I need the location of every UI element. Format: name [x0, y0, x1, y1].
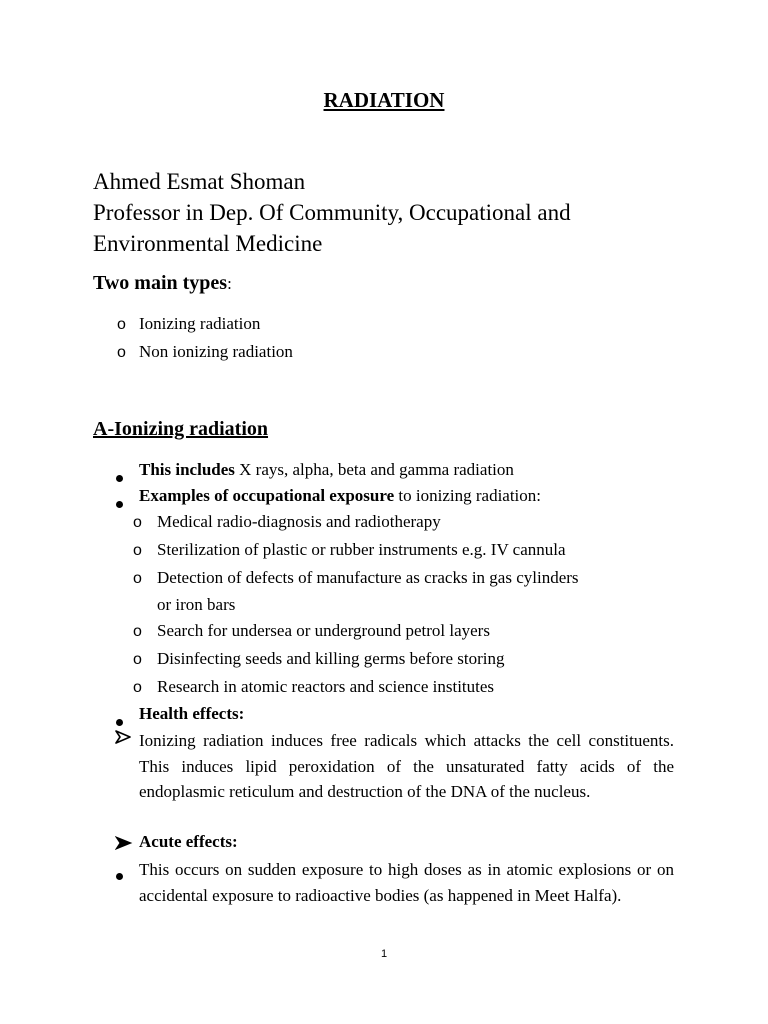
includes-line	[139, 460, 514, 480]
list-item-text: Ionizing radiation	[139, 314, 261, 333]
examples-text: to ionizing radiation:	[394, 486, 542, 505]
list-item	[117, 342, 293, 362]
types-heading-suffix: :	[227, 274, 232, 293]
list-item-text: or iron bars	[157, 595, 236, 614]
page-number: 1	[380, 948, 388, 960]
list-item-text: Search for undersea or underground petrol layers	[157, 621, 490, 640]
list-item-text: Detection of defects of manufacture as cracks in gas cylinders	[157, 568, 579, 587]
author-name: Ahmed Esmat Shoman	[93, 169, 306, 194]
health-effects-paragraph: Ionizing radiation induces free radicals which attacks the cell constituents. This induces lipid peroxidation of the unsaturated fatty acids of the endoplasmic reticulum and destruction of the DNA of the nucleus.	[139, 731, 674, 801]
author-title-line2: Environmental Medicine	[93, 231, 323, 256]
bullet-icon	[116, 493, 123, 513]
arrow-bullet-icon	[115, 835, 133, 855]
circle-bullet-icon: o	[133, 651, 142, 668]
list-item	[133, 649, 504, 669]
circle-bullet-icon: o	[133, 623, 142, 640]
health-effects-label: Health effects:	[139, 704, 245, 723]
bullet-icon	[116, 865, 123, 885]
list-item-text: Medical radio-diagnosis and radiotherapy	[157, 512, 441, 531]
circle-bullet-icon: o	[133, 542, 142, 559]
section-heading-ionizing: A-Ionizing radiation	[93, 418, 269, 440]
bullet-icon	[116, 711, 123, 731]
list-item-continuation	[157, 595, 235, 615]
author-title-line1: Professor in Dep. Of Community, Occupational and	[93, 200, 571, 225]
list-item-text: Non ionizing radiation	[139, 342, 293, 361]
list-item	[117, 314, 260, 334]
examples-line	[139, 486, 541, 506]
author-block	[93, 166, 713, 259]
includes-text: X rays, alpha, beta and gamma radiation	[234, 460, 514, 479]
includes-bold: This includes	[139, 460, 235, 479]
list-item	[133, 568, 579, 588]
acute-effects-label: Acute effects:	[139, 832, 238, 851]
list-item-text: Sterilization of plastic or rubber instruments e.g. IV cannula	[157, 540, 566, 559]
list-item-text: Disinfecting seeds and killing germs before storing	[157, 649, 505, 668]
list-item	[133, 621, 490, 641]
circle-bullet-icon: o	[133, 570, 142, 587]
arrow-bullet-icon	[115, 729, 133, 749]
circle-bullet-icon: o	[133, 679, 142, 696]
types-heading	[93, 272, 232, 295]
list-item-text: Research in atomic reactors and science institutes	[157, 677, 495, 696]
acute-effects-paragraph: This occurs on sudden exposure to high doses as in atomic explosions or on accidental exposure to radioactive bodies (as happened in Meet Halfa).	[139, 860, 674, 905]
list-item	[133, 540, 566, 560]
list-item	[133, 677, 494, 697]
document-title: RADIATION	[323, 88, 445, 112]
bullet-icon	[116, 467, 123, 487]
circle-bullet-icon: o	[133, 514, 142, 531]
circle-bullet-icon: o	[117, 344, 126, 361]
examples-bold: Examples of occupational exposure	[139, 486, 395, 505]
circle-bullet-icon: o	[117, 316, 126, 333]
types-heading-bold: Two main types	[93, 272, 228, 294]
list-item	[133, 512, 441, 532]
